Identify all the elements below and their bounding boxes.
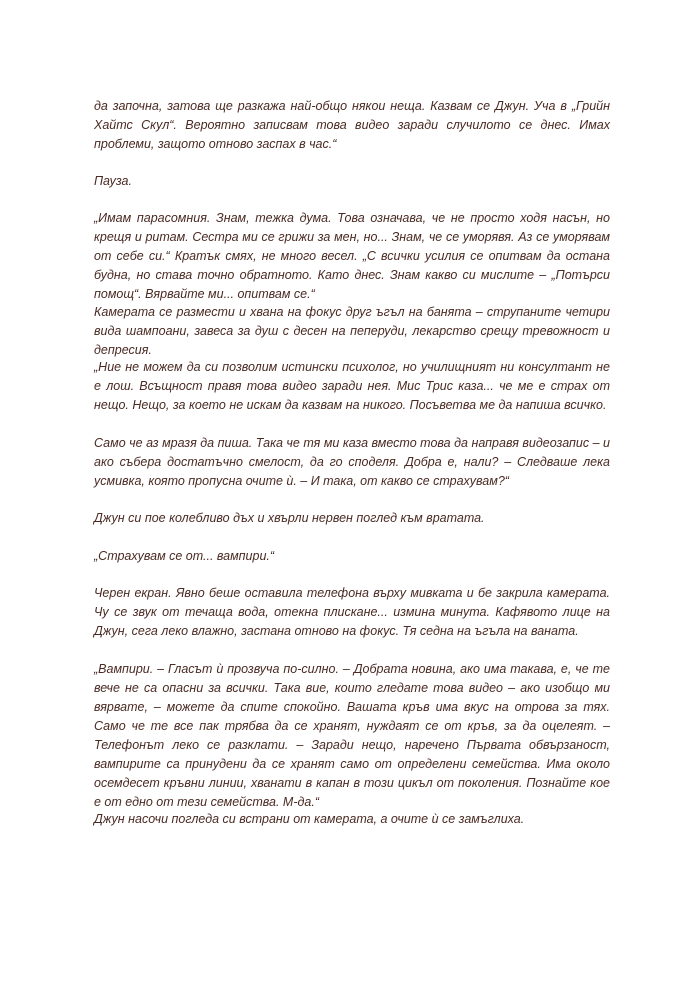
paragraph-counselor: „Ние не можем да си позволим истински психолог, но училищният ни консултант не е лош. Всъщност правя това видео заради нея. Мис Трис каза... че ме е страх от нещо. Нещо, за което не искам да казвам на никого. Посъветва ме да напиша всичко. — [94, 360, 610, 412]
paragraph-camera-bathroom: Камерата се размести и хвана на фокус друг ъгъл на банята – струпаните четири вида шампоани, завеса за душ с десен на пеперуди, лекарство срещу тревожност и депресия. — [94, 305, 610, 357]
paragraph-pause: Пауза. — [94, 174, 132, 188]
paragraph-video-record: Само че аз мразя да пиша. Така че тя ми каза вместо това да направя видеозапис – и ако събера достатъчно смелост, да го споделя. Добра е, нали? – Следваше лека усмивка, която пропусна очите ѝ. – И така, от какво се страхувам?“ — [94, 436, 610, 488]
paragraph-black-screen: Черен екран. Явно беше оставила телефона върху мивката и бе закрила камерата. Чу се звук от течаща вода, отекна плискане... измина минута. Кафявото лице на Джун, сега леко влажно, застана отново на фокус. Тя седна на ъгъла на ваната. — [94, 586, 610, 638]
paragraph-intro: да започна, затова ще разкажа най-общо някои неща. Казвам се Джун. Уча в „Грийн Хайтс Скул“. Вероятно записвам това видео заради случилото се днес. Имах проблеми, защото отново заспах в час.“ — [94, 99, 610, 151]
paragraph-vampires-explained: „Вампири. – Гласът ѝ прозвуча по-силно. – Добрата новина, ако има такава, е, че те вече не са опасни за всички. Така вие, които гледате това видео – ако изобщо ми вярвате, – можете да спите спокойно. Вашата кръв има вкус на отрова за тях. Само че те все пак трябва да се хранят, нуждаят се от кръв, за да оцелеят. – Телефонът леко се разклати. – Заради нещо, наречено Първата обвързаност, вампирите са принудени да се хранят само от определени семейства. Има около осемдесет кръвни линии, хванати в капан в този цикъл от поколения. Познайте кое е от едно от тези семейства. М-да.“ — [94, 662, 610, 809]
paragraph-breath: Джун си пое колебливо дъх и хвърли нервен поглед към вратата. — [94, 511, 485, 525]
paragraph-vampires-fear: „Страхувам се от... вампири.“ — [94, 549, 275, 563]
paragraph-parasomnia: „Имам парасомния. Знам, тежка дума. Това означава, че не просто ходя насън, но крещя и ритам. Сестра ми се грижи за мен, но... Знам, че се уморявя. Аз се уморявам от себе си.“ Кратък смях, не много весел. „С всички усилия се опитвам да остана будна, но става точно обратното. Като днес. Знам какво си мислите – „Потърси помощ“. Вярвайте ми... опитвам се.“ — [94, 211, 610, 301]
paragraph-closing: Джун насочи погледа си встрани от камерата, а очите ѝ се замъглиха. — [94, 812, 525, 826]
